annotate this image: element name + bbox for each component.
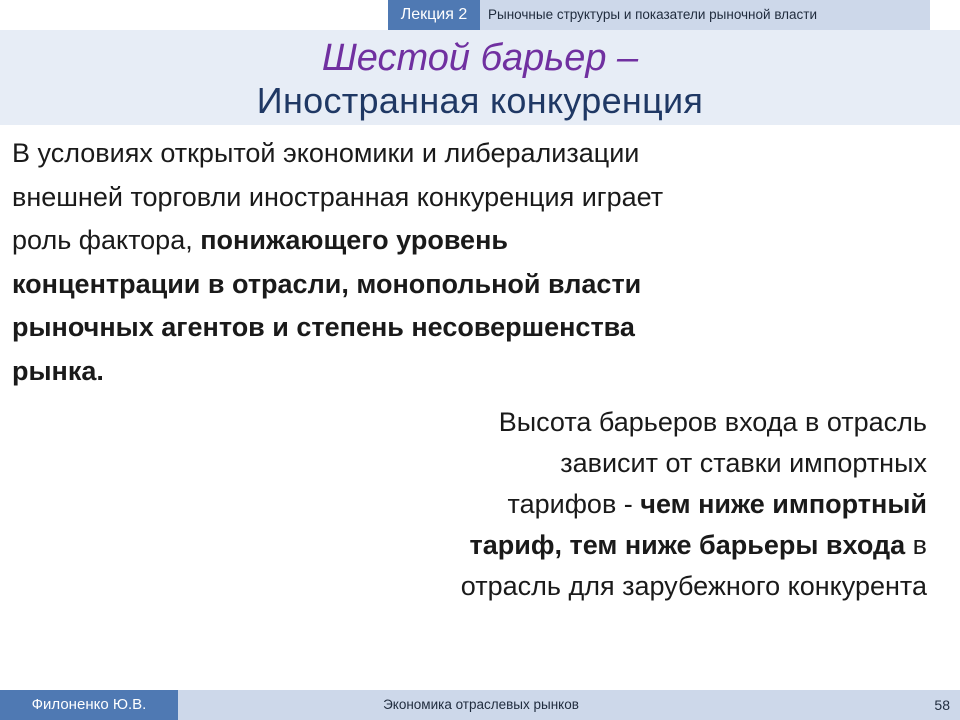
footer-bar	[0, 690, 960, 720]
footer-course-name: Экономика отраслевых рынков	[178, 690, 784, 720]
footer-author: Филоненко Ю.В.	[0, 690, 178, 720]
main-paragraph-emphasis: понижающего уровень концентрации в отрасли, монопольной власти рыночных агентов и степень несовершенства рынка.	[12, 225, 642, 386]
side-paragraph	[460, 402, 927, 607]
slide-title-box	[0, 30, 960, 125]
main-paragraph-regular: В условиях открытой экономики и либерализации внешней торговли иностранная конкуренция играет роль фактора,	[12, 138, 664, 255]
lecture-topic: Рыночные структуры и показатели рыночной власти	[480, 0, 930, 30]
main-paragraph	[12, 132, 672, 393]
side-paragraph-regular-start: Высота барьеров входа в отрасль зависит от ставки импортных тарифов -	[498, 407, 927, 519]
side-paragraph-emphasis: чем ниже импортный тариф, тем ниже барьеры входа	[469, 489, 927, 560]
header-bar	[0, 0, 960, 30]
slide-title-line1: Шестой барьер –	[321, 37, 639, 79]
lecture-number: Лекция 2	[388, 0, 480, 30]
side-paragraph-regular-end: в отрасль для зарубежного конкурента	[460, 530, 927, 601]
slide-title-line2: Иностранная конкуренция	[256, 80, 704, 121]
page-number: 58	[784, 690, 960, 720]
